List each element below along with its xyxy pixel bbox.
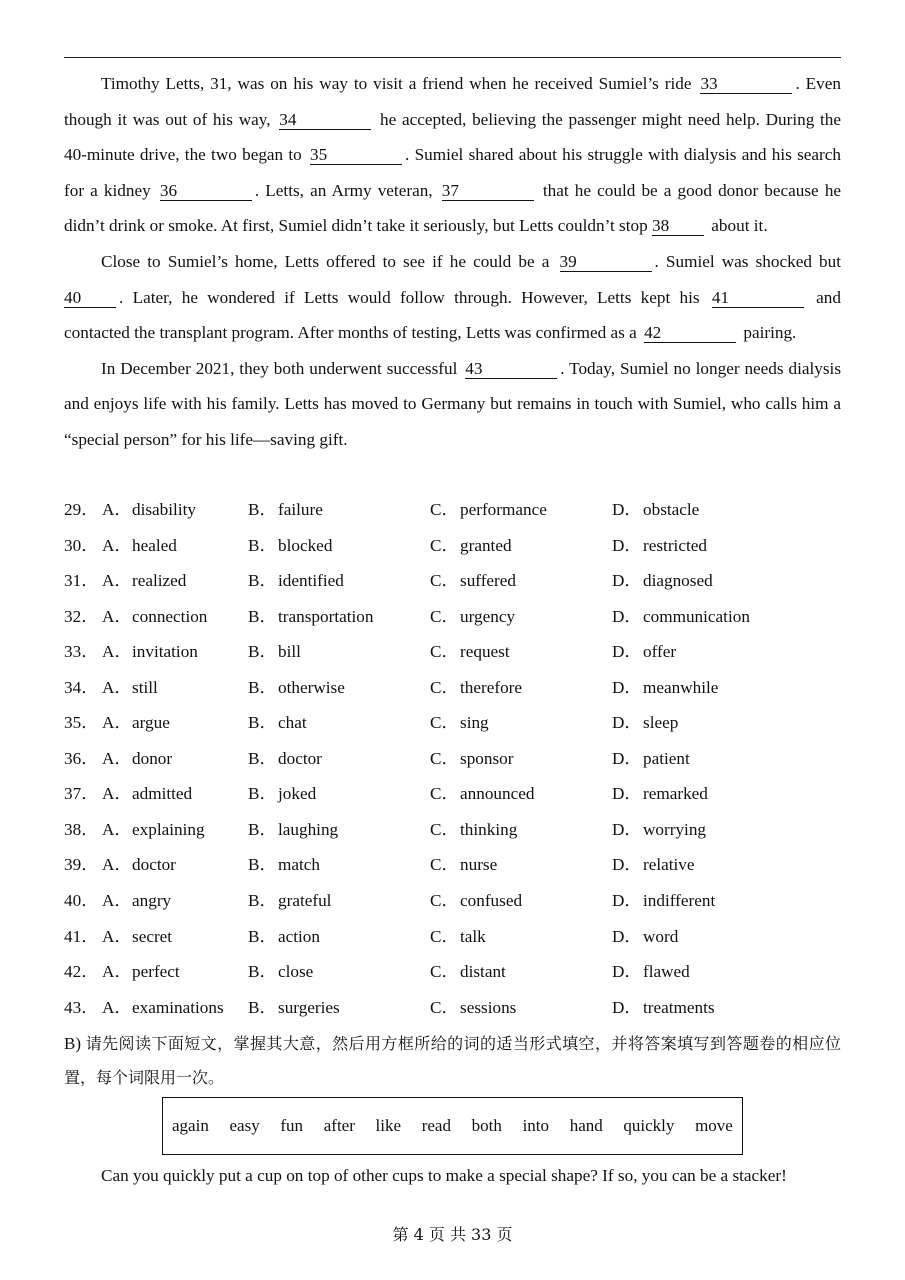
question-number: 31． bbox=[64, 571, 99, 591]
option-letter-c: C． bbox=[430, 784, 459, 804]
option-c: urgency bbox=[460, 606, 516, 626]
option-letter-b: B． bbox=[248, 819, 277, 839]
question-number: 43． bbox=[64, 997, 99, 1017]
option-letter-b: B． bbox=[248, 500, 277, 519]
section-b-instruction bbox=[64, 1027, 841, 1095]
word-box bbox=[162, 1097, 743, 1155]
option-letter-d: D． bbox=[612, 642, 642, 662]
question-row bbox=[64, 705, 864, 741]
option-a: realized bbox=[132, 571, 187, 591]
question-number: 29． bbox=[64, 500, 99, 519]
option-b: surgeries bbox=[278, 997, 340, 1017]
option-a: admitted bbox=[132, 784, 193, 804]
option-c: granted bbox=[460, 535, 512, 555]
option-letter-a: A． bbox=[102, 642, 132, 662]
question-number: 33． bbox=[64, 642, 99, 662]
option-c: performance bbox=[460, 500, 547, 519]
word-box-item: hand bbox=[569, 1116, 603, 1135]
option-a: secret bbox=[132, 926, 173, 946]
option-letter-d: D． bbox=[612, 606, 642, 626]
cloze-passage bbox=[64, 66, 841, 458]
option-d: relative bbox=[643, 855, 695, 875]
option-letter-d: D． bbox=[612, 926, 642, 946]
option-letter-d: D． bbox=[612, 713, 642, 733]
option-b: action bbox=[278, 926, 320, 946]
option-c: suffered bbox=[460, 571, 516, 591]
option-a: explaining bbox=[132, 819, 205, 839]
option-b: otherwise bbox=[278, 677, 345, 697]
question-number: 34． bbox=[64, 677, 99, 697]
question-row bbox=[64, 528, 864, 564]
option-d: obstacle bbox=[643, 500, 700, 519]
section-b-text: 请先阅读下面短文，掌握其大意，然后用方框所给的词的适当形式填空，并将答案填写到答题卷的相应位置，每个词限用一次。 bbox=[64, 1034, 841, 1087]
question-row bbox=[64, 883, 864, 919]
option-d: worrying bbox=[643, 819, 707, 839]
option-letter-a: A． bbox=[102, 819, 132, 839]
question-number: 39． bbox=[64, 855, 99, 875]
option-a: argue bbox=[132, 713, 170, 733]
question-row bbox=[64, 812, 864, 848]
option-letter-a: A． bbox=[102, 891, 132, 911]
option-letter-a: A． bbox=[102, 571, 132, 591]
passage-text: he accepted, believing the passenger might need help. During the 40-minute drive, the two began to bbox=[64, 109, 842, 165]
word-box-item: fun bbox=[280, 1116, 304, 1135]
option-letter-b: B． bbox=[248, 784, 277, 804]
option-d: offer bbox=[643, 642, 677, 662]
option-b: identified bbox=[278, 571, 344, 591]
option-letter-c: C． bbox=[430, 819, 459, 839]
option-b: blocked bbox=[278, 535, 333, 555]
option-b: chat bbox=[278, 713, 307, 733]
option-b: joked bbox=[278, 784, 317, 804]
passage-paragraph-2 bbox=[64, 244, 841, 351]
option-c: sing bbox=[460, 713, 489, 733]
word-box-item: after bbox=[323, 1116, 355, 1135]
option-letter-b: B． bbox=[248, 606, 277, 626]
question-number: 37． bbox=[64, 784, 99, 804]
passage-text: about it. bbox=[711, 216, 768, 236]
option-b: doctor bbox=[278, 748, 322, 768]
question-number: 32． bbox=[64, 606, 99, 626]
question-row bbox=[64, 847, 864, 883]
blank-34: 34 bbox=[279, 110, 371, 130]
passage-paragraph-3 bbox=[64, 351, 841, 458]
option-b: bill bbox=[278, 642, 301, 662]
option-letter-c: C． bbox=[430, 962, 459, 982]
option-c: announced bbox=[460, 784, 535, 804]
passage-b-first-line: Can you quickly put a cup on top of other cups to make a special shape? If so, you can be a stacker! bbox=[101, 1166, 787, 1185]
option-letter-c: C． bbox=[430, 891, 459, 911]
option-d: remarked bbox=[643, 784, 708, 804]
word-box-item: read bbox=[421, 1116, 451, 1135]
option-a: perfect bbox=[132, 962, 180, 982]
blank-38: 38 bbox=[652, 216, 704, 236]
option-b: close bbox=[278, 962, 314, 982]
question-number: 41． bbox=[64, 926, 99, 946]
question-number: 40． bbox=[64, 891, 99, 911]
option-letter-d: D． bbox=[612, 855, 642, 875]
option-d: restricted bbox=[643, 535, 707, 555]
passage-text: Close to Sumiel’s home, Letts offered to see if he could be a bbox=[101, 251, 550, 271]
option-d: communication bbox=[643, 606, 750, 626]
section-b-label: B) bbox=[64, 1034, 81, 1053]
blank-33: 33 bbox=[700, 74, 792, 94]
option-c: therefore bbox=[460, 677, 523, 697]
option-a: disability bbox=[132, 500, 196, 519]
option-c: nurse bbox=[460, 855, 498, 875]
blank-42: 42 bbox=[644, 323, 736, 343]
option-letter-b: B． bbox=[248, 891, 277, 911]
passage-text: . Later, he wondered if Letts would follow through. However, Letts kept his bbox=[119, 287, 700, 307]
option-c: confused bbox=[460, 891, 523, 911]
option-b: match bbox=[278, 855, 320, 875]
option-d: diagnosed bbox=[643, 571, 713, 591]
word-box-item: move bbox=[695, 1116, 733, 1135]
option-letter-c: C． bbox=[430, 855, 459, 875]
passage-text: . Sumiel shared about his struggle with dialysis and his search for a kidney bbox=[64, 145, 842, 200]
option-letter-c: C． bbox=[430, 713, 459, 733]
question-row bbox=[64, 741, 864, 777]
option-c: distant bbox=[460, 962, 506, 982]
option-c: thinking bbox=[460, 819, 518, 839]
option-a: donor bbox=[132, 748, 173, 768]
word-box-item: quickly bbox=[623, 1116, 675, 1135]
option-letter-a: A． bbox=[102, 677, 132, 697]
option-b: failure bbox=[278, 500, 323, 519]
option-a: examinations bbox=[132, 997, 224, 1017]
blank-40: 40 bbox=[64, 288, 116, 308]
blank-43: 43 bbox=[465, 359, 557, 379]
option-d: meanwhile bbox=[643, 677, 719, 697]
option-d: word bbox=[643, 926, 679, 946]
passage-text: pairing. bbox=[743, 323, 797, 343]
option-letter-b: B． bbox=[248, 855, 277, 875]
option-c: talk bbox=[460, 926, 486, 946]
option-letter-d: D． bbox=[612, 819, 642, 839]
option-letter-a: A． bbox=[102, 535, 132, 555]
option-letter-a: A． bbox=[102, 748, 132, 768]
blank-39: 39 bbox=[560, 252, 652, 272]
option-a: connection bbox=[132, 606, 208, 626]
passage-text: . Letts, an Army veteran, bbox=[254, 180, 433, 200]
option-letter-c: C． bbox=[430, 606, 459, 626]
option-c: sponsor bbox=[460, 748, 514, 768]
option-letter-c: C． bbox=[430, 926, 459, 946]
option-letter-c: C． bbox=[430, 535, 459, 555]
passage-text: . Today, Sumiel no longer needs dialysis and enjoys life with his family. Letts has moved to Germany but remains in touch with Sumiel, who calls him a “special person” for his life—saving gift. bbox=[64, 358, 842, 449]
option-letter-b: B． bbox=[248, 642, 277, 662]
passage-text: . Even though it was out of his way, bbox=[64, 74, 841, 129]
option-letter-d: D． bbox=[612, 535, 642, 555]
blank-35: 35 bbox=[310, 145, 402, 165]
option-a: doctor bbox=[132, 855, 176, 875]
option-c: request bbox=[460, 642, 510, 662]
option-d: patient bbox=[643, 748, 690, 768]
option-letter-d: D． bbox=[612, 748, 642, 768]
word-box-item: like bbox=[375, 1116, 402, 1135]
passage-text: that he could be a good donor because he didn’t drink or smoke. At first, Sumiel didn’t take it seriously, but Letts couldn’t stop bbox=[64, 180, 842, 236]
option-letter-a: A． bbox=[102, 500, 132, 519]
option-letter-a: A． bbox=[102, 713, 132, 733]
question-row bbox=[64, 954, 864, 990]
option-letter-a: A． bbox=[102, 855, 132, 875]
question-number: 42． bbox=[64, 962, 99, 982]
option-letter-b: B． bbox=[248, 571, 277, 591]
option-d: treatments bbox=[643, 997, 715, 1017]
question-number: 30． bbox=[64, 535, 99, 555]
option-letter-a: A． bbox=[102, 997, 132, 1017]
option-letter-c: C． bbox=[430, 500, 459, 519]
word-box-item: both bbox=[471, 1116, 502, 1135]
option-letter-b: B． bbox=[248, 997, 277, 1017]
option-letter-b: B． bbox=[248, 535, 277, 555]
option-letter-d: D． bbox=[612, 571, 642, 591]
option-a: healed bbox=[132, 535, 177, 555]
page-footer: 第 4 页 共 33 页 bbox=[392, 1225, 513, 1244]
option-letter-b: B． bbox=[248, 713, 277, 733]
word-box-item: easy bbox=[229, 1116, 260, 1135]
option-b: transportation bbox=[278, 606, 374, 626]
question-number: 35． bbox=[64, 713, 99, 733]
option-letter-a: A． bbox=[102, 606, 132, 626]
question-row bbox=[64, 919, 864, 955]
passage-paragraph-1 bbox=[64, 66, 841, 244]
option-letter-a: A． bbox=[102, 962, 132, 982]
word-box-item: into bbox=[522, 1116, 550, 1135]
option-a: invitation bbox=[132, 642, 198, 662]
word-box-item: again bbox=[172, 1116, 209, 1135]
option-letter-c: C． bbox=[430, 677, 459, 697]
option-letter-a: A． bbox=[102, 784, 132, 804]
option-b: grateful bbox=[278, 891, 332, 911]
option-letter-b: B． bbox=[248, 962, 277, 982]
option-letter-c: C． bbox=[430, 642, 459, 662]
option-b: laughing bbox=[278, 819, 339, 839]
option-d: sleep bbox=[643, 713, 679, 733]
option-letter-d: D． bbox=[612, 997, 642, 1017]
option-letter-c: C． bbox=[430, 997, 459, 1017]
passage-text: In December 2021, they both underwent successful bbox=[101, 358, 458, 378]
question-row bbox=[64, 670, 864, 706]
option-d: indifferent bbox=[643, 891, 716, 911]
option-c: sessions bbox=[460, 997, 517, 1017]
question-number: 38． bbox=[64, 819, 99, 839]
option-letter-b: B． bbox=[248, 926, 277, 946]
header-rule bbox=[64, 57, 841, 58]
answer-options bbox=[64, 492, 864, 1025]
question-number: 36． bbox=[64, 748, 99, 768]
option-letter-d: D． bbox=[612, 784, 642, 804]
option-letter-c: C． bbox=[430, 748, 459, 768]
option-a: still bbox=[132, 677, 158, 697]
question-row bbox=[64, 492, 864, 528]
question-row bbox=[64, 990, 864, 1026]
blank-37: 37 bbox=[442, 181, 534, 201]
blank-41: 41 bbox=[712, 288, 804, 308]
option-letter-d: D． bbox=[612, 677, 642, 697]
question-row bbox=[64, 776, 864, 812]
question-row bbox=[64, 599, 864, 635]
option-letter-b: B． bbox=[248, 748, 277, 768]
option-letter-a: A． bbox=[102, 926, 132, 946]
option-letter-d: D． bbox=[612, 500, 642, 519]
option-d: flawed bbox=[643, 962, 690, 982]
option-letter-c: C． bbox=[430, 571, 459, 591]
blank-36: 36 bbox=[160, 181, 252, 201]
question-row bbox=[64, 563, 864, 599]
passage-text: . Sumiel was shocked but bbox=[654, 251, 841, 271]
passage-text: and contacted the transplant program. After months of testing, Letts was confirmed as a bbox=[64, 287, 841, 343]
option-a: angry bbox=[132, 891, 172, 911]
passage-text: Timothy Letts, 31, was on his way to visit a friend when he received Sumiel’s ride bbox=[101, 74, 692, 93]
option-letter-d: D． bbox=[612, 962, 642, 982]
option-letter-d: D． bbox=[612, 891, 642, 911]
option-letter-b: B． bbox=[248, 677, 277, 697]
question-row bbox=[64, 634, 864, 670]
